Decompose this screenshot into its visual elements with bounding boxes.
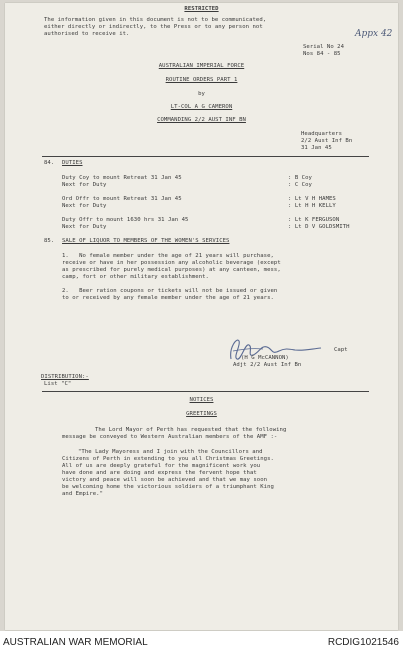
section-number: 84. <box>44 160 55 166</box>
divider <box>42 391 369 392</box>
date-line: 31 Jan 45 <box>301 145 332 151</box>
duty-label: Next for Duty <box>62 203 107 209</box>
classification-label: RESTRICTED <box>184 6 219 12</box>
officer-name: LT-COL A G CAMERON <box>170 104 233 110</box>
duty-label: Duty Offr to mount 1630 hrs 31 Jan 45 <box>62 217 189 223</box>
quote-line: have done and are doing and express the fervent hope that <box>62 470 257 476</box>
quote-line: victory and peace will soon be achieved and that we may soon <box>62 477 268 483</box>
paragraph-line: 1. No female member under the age of 21 years will purchase, <box>62 253 274 259</box>
section-heading: DUTIES <box>62 160 83 166</box>
orders-title: ROUTINE ORDERS PART 1 <box>165 77 238 83</box>
warning-line: The information given in this document is not to be communicated, <box>44 17 267 23</box>
duty-value: : B Coy <box>288 175 312 181</box>
signatory-name: (H G McCANNON) <box>241 355 289 361</box>
archive-name: AUSTRALIAN WAR MEMORIAL <box>3 637 148 648</box>
duty-value: : Lt D V GOLDSMITH <box>288 224 350 230</box>
paragraph-line: to or received by any female member under the age of 21 years. <box>62 295 274 301</box>
duty-value: : Lt H H KELLY <box>288 203 336 209</box>
by-text: by <box>198 91 205 97</box>
location-line: Headquarters <box>301 131 343 137</box>
duty-value: : C Coy <box>288 182 312 188</box>
section-heading: SALE OF LIQUOR TO MEMBERS OF THE WOMEN'S SERVICES <box>62 238 230 244</box>
quote-line: Citizens of Perth in extending to you all Christmas Greetings. <box>62 456 274 462</box>
duty-label: Ord Offr to mount Retreat 31 Jan 45 <box>62 196 182 202</box>
archive-footer <box>0 631 403 653</box>
paragraph-line: camp, fort or other military establishment. <box>62 274 209 280</box>
greetings-heading: GREETINGS <box>186 411 217 417</box>
notices-heading: NOTICES <box>189 397 214 403</box>
paragraph-line: The Lord Mayor of Perth has requested that the following <box>95 427 287 433</box>
location-line: 2/2 Aust Inf Bn <box>301 138 353 144</box>
paragraph-line: message be conveyed to Western Australian members of the AMF :- <box>62 434 278 440</box>
order-numbers: Nos 84 - 85 <box>303 51 341 57</box>
duty-label: Duty Coy to mount Retreat 31 Jan 45 <box>62 175 182 181</box>
document-page <box>5 3 398 630</box>
signatory-role: Adjt 2/2 Aust Inf Bn <box>233 362 302 368</box>
distribution-label: DISTRIBUTION:- <box>41 374 89 380</box>
duty-label: Next for Duty <box>62 182 107 188</box>
paragraph-line: receive or have in her possession any alcoholic beverage (except <box>62 260 281 266</box>
quote-line: and Empire." <box>62 491 104 497</box>
command-title: COMMANDING 2/2 AUST INF BN <box>157 117 246 123</box>
paragraph-line: 2. Beer ration coupons or tickets will not be issued or given <box>62 288 278 294</box>
paragraph-line: as prescribed for purely medical purposes) at any canteen, mess, <box>62 267 281 273</box>
serial-number: Serial No 24 <box>303 44 345 50</box>
warning-line: either directly or indirectly, to the Press or to any person not <box>44 24 263 30</box>
force-title: AUSTRALIAN IMPERIAL FORCE <box>158 63 245 69</box>
archive-id: RCDIG1021546 <box>327 637 399 648</box>
quote-line: All of us are deeply grateful for the magnificent work you <box>62 463 261 469</box>
section-number: 85. <box>44 238 55 244</box>
distribution-list: List "C" <box>44 381 72 387</box>
duty-value: : Lt V H HAMES <box>288 196 336 202</box>
duty-label: Next for Duty <box>62 224 107 230</box>
quote-line: be welcoming home the victorious soldiers of a triumphant King <box>62 484 274 490</box>
duty-value: : Lt K FERGUSON <box>288 217 340 223</box>
warning-line: authorised to receive it. <box>44 31 130 37</box>
handwritten-appendix-ref: Appx 42 <box>355 29 393 39</box>
divider <box>42 156 369 157</box>
signatory-rank: Capt <box>334 347 348 353</box>
quote-line: "The Lady Mayoress and I join with the Councillors and <box>78 449 263 455</box>
